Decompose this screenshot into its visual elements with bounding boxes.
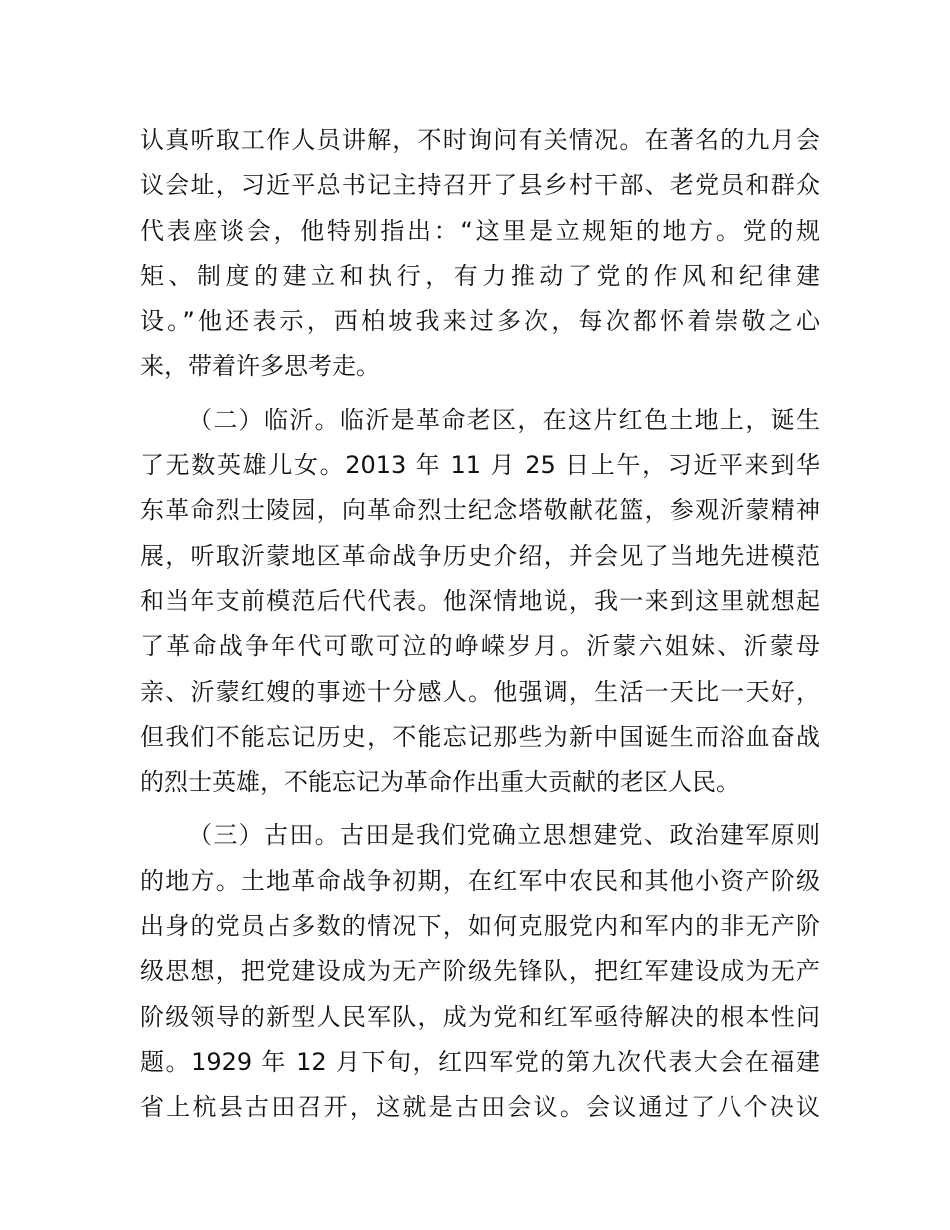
text-line: （三）古田。古田是我们党确立思想建党、政治建军原则 — [188, 821, 820, 850]
text-line: 代表座谈会，他特别指出：“这里是立规矩的地方。党的规 — [140, 216, 820, 245]
text-line: 展，听取沂蒙地区革命战争历史介绍，并会见了当地先进模范 — [140, 541, 820, 570]
text-line: 东革命烈士陵园，向革命烈士纪念塔敬献花篮，参观沂蒙精神 — [140, 496, 820, 525]
text-line: 来，带着许多思考走。 — [140, 352, 380, 381]
text-line: 设。”他还表示，西柏坡我来过多次，每次都怀着崇敬之心 — [140, 307, 820, 336]
text-line: 阶级领导的新型人民军队，成为党和红军亟待解决的根本性问 — [140, 1002, 820, 1031]
text-line: 和当年支前模范后代代表。他深情地说，我一来到这里就想起 — [140, 586, 820, 615]
text-line: 的烈士英雄，不能忘记为革命作出重大贡献的老区人民。 — [140, 768, 740, 797]
paragraph-xibaipo — [140, 118, 820, 390]
paragraph-linyi — [140, 398, 820, 806]
text-line: 亲、沂蒙红嫂的事迹十分感人。他强调，生活一天比一天好， — [140, 677, 820, 706]
text-line: 出身的党员占多数的情况下，如何克服党内和军内的非无产阶 — [140, 912, 820, 941]
text-line: 认真听取工作人员讲解，不时询问有关情况。在著名的九月会 — [140, 126, 820, 154]
text-line: （二）临沂。临沂是革命老区，在这片红色土地上，诞生 — [188, 405, 820, 434]
paragraph-gutian — [140, 813, 820, 1130]
text-line: 但我们不能忘记历史，不能忘记那些为新中国诞生而浴血奋战 — [140, 722, 820, 751]
text-line: 了革命战争年代可歌可泣的峥嵘岁月。沂蒙六姐妹、沂蒙母 — [140, 632, 820, 661]
text-line: 级思想，把党建设成为无产阶级先锋队，把红军建设成为无产 — [140, 957, 820, 986]
text-line: 的地方。土地革命战争初期，在红军中农民和其他小资产阶级 — [140, 866, 820, 895]
text-line: 议会址，习近平总书记主持召开了县乡村干部、老党员和群众 — [140, 171, 820, 200]
text-line: 题。1929 年 12 月下旬，红四军党的第九次代表大会在福建 — [140, 1047, 820, 1076]
text-line: 省上杭县古田召开，这就是古田会议。会议通过了八个决议 — [140, 1093, 820, 1122]
body-text — [140, 118, 820, 1131]
text-line: 了无数英雄儿女。2013 年 11 月 25 日上午，习近平来到华 — [140, 451, 820, 480]
text-line: 矩、制度的建立和执行，有力推动了党的作风和纪律建 — [140, 261, 820, 290]
